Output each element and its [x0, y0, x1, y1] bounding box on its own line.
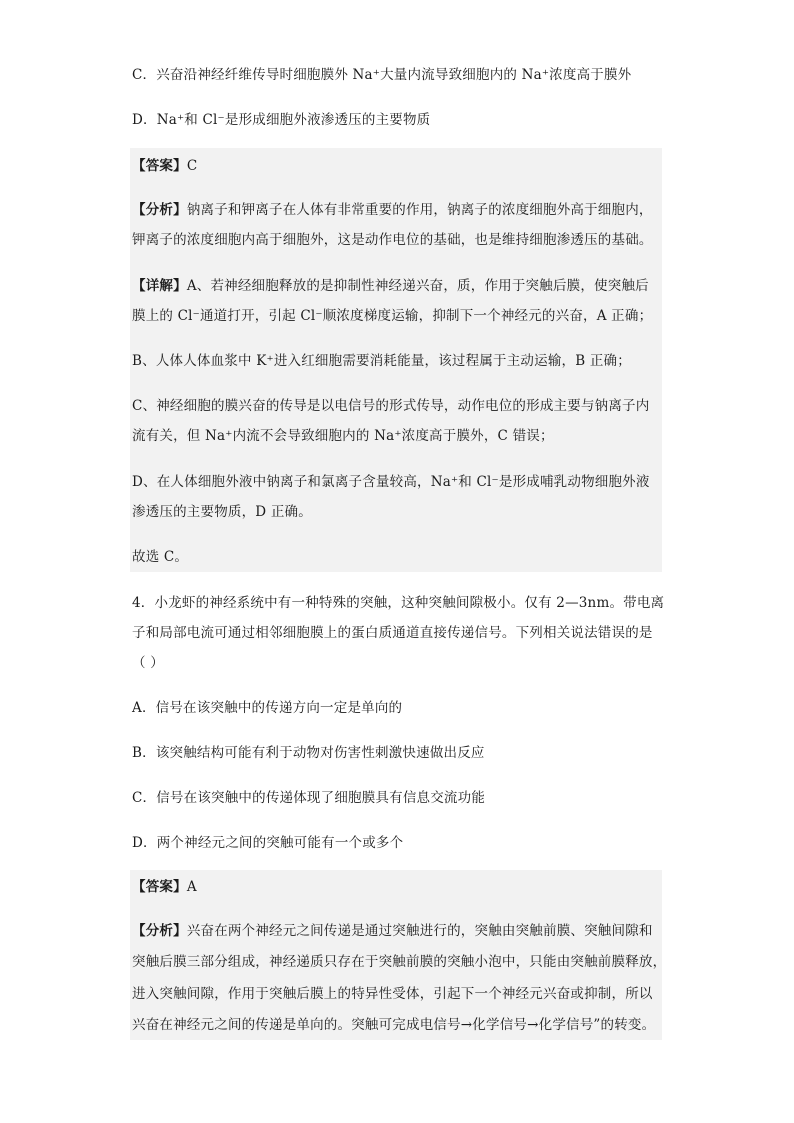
- q4-analysis-line-4: 兴奋在神经元之间的传递是单向的。突触可完成电信号→化学信号→化学信号”的转变。: [132, 1017, 656, 1033]
- q4-stem-line-2: 子和局部电流可通过相邻细胞膜上的蛋白质通道直接传递信号。下列相关说法错误的是: [132, 625, 653, 641]
- q3-analysis-line-1: [132, 200, 653, 220]
- detail-tag: 【详解】: [132, 278, 187, 294]
- answer-tag: 【答案】: [132, 158, 187, 174]
- q3-detail-line-3: B、人体人体血浆中 K⁺进入红细胞需要消耗能量，该过程属于主动运输，B 正确；: [132, 353, 631, 369]
- q4-stem-line-1: 4．小龙虾的神经系统中有一种特殊的突触，这种突触间隙极小。仅有 2—3nm。带电离: [132, 595, 665, 611]
- q4-option-c: C．信号在该突触中的传递体现了细胞膜具有信息交流功能: [132, 790, 486, 806]
- q4-stem-line-3: （ ）: [132, 655, 164, 671]
- q3-conclusion: 故选 C。: [132, 549, 189, 565]
- analysis-text: 兴奋在两个神经元之间传递是通过突触进行的，突触由突触前膜、突触间隙和: [186, 923, 653, 939]
- q3-answer: [132, 156, 197, 176]
- answer-value: C: [186, 158, 198, 174]
- q3-option-d: D．Na⁺和 Cl⁻是形成细胞外液渗透压的主要物质: [132, 112, 431, 128]
- q4-option-a: A．信号在该突触中的传递方向一定是单向的: [132, 700, 403, 716]
- q3-detail-line-6: D、在人体细胞外液中钠离子和氯离子含量较高，Na⁺和 Cl⁻是形成哺乳动物细胞外液: [132, 474, 650, 490]
- answer-tag: 【答案】: [132, 879, 187, 895]
- analysis-tag: 【分析】: [132, 202, 187, 218]
- q3-detail-line-4: C、神经细胞的膜兴奋的传导是以电信号的形式传导，动作电位的形成主要与钠离子内: [132, 398, 650, 414]
- analysis-text: 钠离子和钾离子在人体有非常重要的作用，钠离子的浓度细胞外高于细胞内，: [186, 202, 653, 218]
- q3-analysis-line-2: 钾离子的浓度细胞内高于细胞外，这是动作电位的基础，也是维持细胞渗透压的基础。: [132, 232, 653, 248]
- q4-option-d: D．两个神经元之间的突触可能有一个或多个: [132, 835, 404, 851]
- q3-detail-line-5: 流有关，但 Na⁺内流不会导致细胞内的 Na⁺浓度高于膜外，C 错误；: [132, 428, 554, 444]
- analysis-tag: 【分析】: [132, 923, 187, 939]
- q3-detail-line-7: 渗透压的主要物质，D 正确。: [132, 504, 312, 520]
- answer-value: A: [186, 879, 197, 895]
- q4-analysis-line-2: 突触后膜三部分组成，神经递质只存在于突触前膜的突触小泡中，只能由突触前膜释放，: [132, 954, 667, 970]
- q3-detail-line-1: [132, 276, 649, 296]
- q4-analysis-line-3: 进入突触间隙，作用于突触后膜上的特异性受体，引起下一个神经元兴奋或抑制，所以: [132, 986, 653, 1002]
- q4-analysis-line-1: [132, 921, 653, 941]
- q4-answer: [132, 877, 197, 897]
- q4-option-b: B．该突触结构可能有利于动物对伤害性刺激快速做出反应: [132, 745, 485, 761]
- detail-text: A、若神经细胞释放的是抑制性神经递兴奋，质，作用于突触后膜，使突触后: [186, 278, 649, 294]
- q3-detail-line-2: 膜上的 Cl⁻通道打开，引起 Cl⁻顺浓度梯度运输，抑制下一个神经元的兴奋，A 正确；: [132, 308, 653, 324]
- q3-option-c: C．兴奋沿神经纤维传导时细胞膜外 Na⁺大量内流导致细胞内的 Na⁺浓度高于膜外: [132, 67, 632, 83]
